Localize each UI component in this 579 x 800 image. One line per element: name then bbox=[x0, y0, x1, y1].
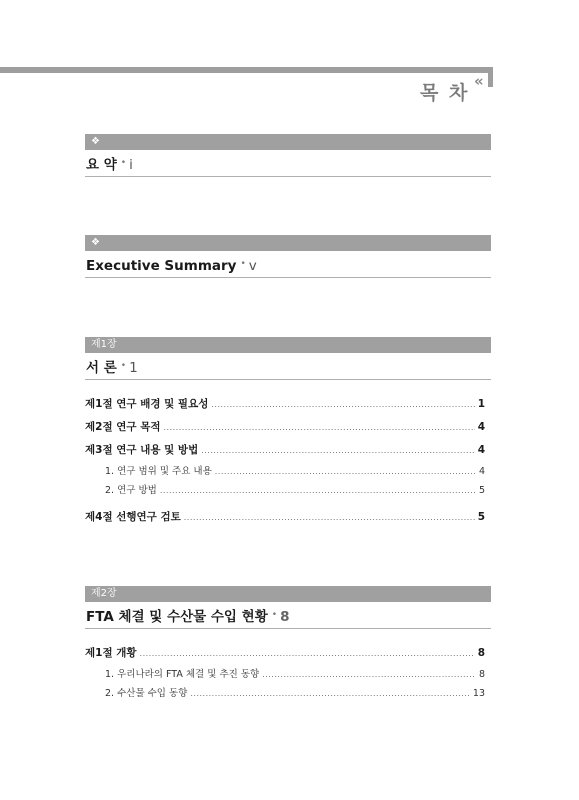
entry-label: 2. 연구 방법 bbox=[105, 485, 157, 496]
toc-section-chapter-2 bbox=[85, 586, 491, 703]
toc-title bbox=[420, 72, 490, 108]
quote-mark-icon: « bbox=[474, 72, 486, 90]
bullet-dot-icon: • bbox=[240, 259, 246, 269]
entry-label: 제3절 연구 내용 및 방법 bbox=[85, 444, 199, 456]
bullet-dot-icon: • bbox=[120, 158, 127, 168]
toc-entry[interactable] bbox=[85, 393, 491, 416]
toc-section-executive-summary bbox=[85, 235, 491, 278]
heading-page: v bbox=[248, 258, 257, 274]
dot-leader bbox=[190, 684, 470, 703]
toc-section-summary bbox=[85, 134, 491, 177]
heading-page: i bbox=[129, 157, 133, 173]
entry-page: 8 bbox=[477, 647, 485, 659]
chapter-label: 제1장 bbox=[91, 339, 117, 350]
toc-entry[interactable] bbox=[85, 642, 491, 665]
entry-page: 1 bbox=[477, 398, 485, 410]
entry-page: 13 bbox=[472, 688, 485, 699]
toc-entry[interactable] bbox=[85, 416, 491, 439]
entry-list bbox=[85, 642, 491, 703]
entry-list bbox=[85, 393, 491, 529]
entry-page: 5 bbox=[477, 511, 485, 523]
entry-label: 제1절 연구 배경 및 필요성 bbox=[85, 398, 209, 410]
diamond-icon: ❖ bbox=[91, 237, 100, 248]
heading-text: FTA 체결 및 수산물 수입 현황 bbox=[86, 609, 268, 625]
heading-text: 요 약 bbox=[86, 157, 117, 173]
dot-leader bbox=[140, 642, 475, 665]
entry-label: 제2절 연구 목적 bbox=[85, 421, 161, 433]
heading-page: 8 bbox=[280, 609, 290, 625]
entry-page: 4 bbox=[478, 466, 485, 477]
chapter-heading[interactable] bbox=[85, 602, 491, 629]
dot-leader bbox=[215, 462, 476, 481]
dot-leader bbox=[160, 481, 476, 500]
dot-leader bbox=[262, 665, 476, 684]
dot-leader bbox=[163, 416, 474, 439]
chapter-heading[interactable] bbox=[85, 353, 491, 380]
heading-page: 1 bbox=[129, 360, 138, 376]
chapter-bar bbox=[85, 586, 491, 602]
toc-section-chapter-1 bbox=[85, 337, 491, 529]
diamond-icon: ❖ bbox=[91, 136, 100, 147]
section-bar bbox=[85, 134, 491, 150]
section-bar bbox=[85, 235, 491, 251]
section-heading[interactable] bbox=[85, 150, 491, 177]
toc-entry[interactable] bbox=[85, 506, 491, 529]
top-rule bbox=[0, 67, 492, 73]
entry-page: 4 bbox=[477, 444, 485, 456]
entry-label: 1. 우리나라의 FTA 체결 및 추진 동향 bbox=[105, 669, 260, 680]
entry-label: 제1절 개황 bbox=[85, 647, 137, 659]
bullet-dot-icon: • bbox=[120, 361, 127, 371]
entry-label: 1. 연구 범위 및 주요 내용 bbox=[105, 466, 212, 477]
heading-text: Executive Summary bbox=[86, 258, 237, 274]
section-heading[interactable] bbox=[85, 251, 491, 278]
chapter-bar bbox=[85, 337, 491, 353]
entry-page: 5 bbox=[478, 485, 485, 496]
toc-title-text: 목 차 bbox=[420, 82, 470, 104]
toc-subentry[interactable] bbox=[85, 684, 491, 703]
bullet-dot-icon: • bbox=[271, 610, 278, 620]
toc-subentry[interactable] bbox=[85, 481, 491, 500]
entry-page: 4 bbox=[477, 421, 485, 433]
dot-leader bbox=[184, 506, 475, 529]
heading-text: 서 론 bbox=[86, 360, 117, 376]
toc-subentry[interactable] bbox=[85, 665, 491, 684]
toc-subentry[interactable] bbox=[85, 462, 491, 481]
chapter-label: 제2장 bbox=[91, 588, 117, 599]
entry-page: 8 bbox=[478, 669, 485, 680]
toc-entry[interactable] bbox=[85, 439, 491, 462]
dot-leader bbox=[201, 439, 474, 462]
entry-label: 제4절 선행연구 검토 bbox=[85, 511, 181, 523]
dot-leader bbox=[211, 393, 474, 416]
entry-label: 2. 수산물 수입 동향 bbox=[105, 688, 188, 699]
